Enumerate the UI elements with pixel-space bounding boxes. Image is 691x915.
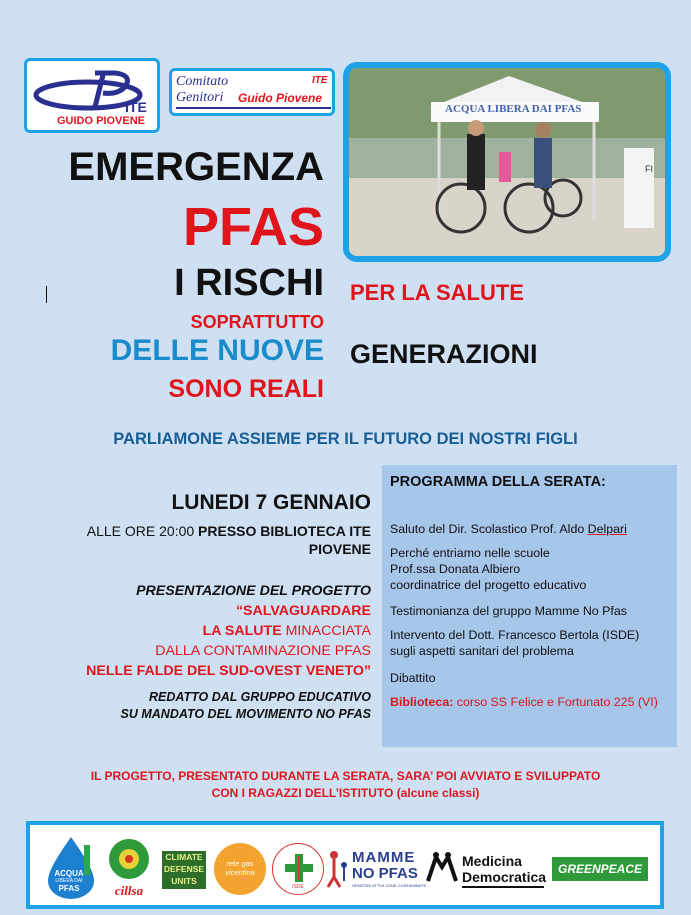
- headline-emergenza: EMERGENZA: [68, 145, 324, 189]
- isde-logo: [272, 843, 324, 895]
- family-icon: [326, 849, 350, 889]
- event-time: ALLE ORE 20:00: [86, 523, 199, 539]
- comitato-line2: Genitori: [176, 90, 224, 105]
- cillsa-text: cillsa: [114, 883, 144, 898]
- project-quote-2: [20, 621, 371, 641]
- comitato-logo: [169, 68, 335, 116]
- event-photo: [343, 62, 671, 262]
- project-quote-2b: MINACCIATA: [281, 623, 371, 639]
- program-item-6a: Biblioteca:: [390, 695, 454, 709]
- md-text-2: Democratica: [462, 869, 547, 885]
- climate-defense-logo: [162, 851, 206, 889]
- climate-text-3: UNITS: [171, 876, 197, 886]
- md-figures-icon: [424, 851, 460, 885]
- climate-text-2: DEFENSE: [163, 864, 205, 874]
- program-item-6: [390, 694, 658, 710]
- program-item-1: [390, 521, 627, 537]
- event-place-line1: PRESSO BIBLIOTECA ITE: [198, 523, 371, 539]
- footer-note-line2: CON I RAGAZZI DELL’ISTITUTO (alcune classi): [211, 786, 480, 800]
- cillsa-flower-icon: [102, 835, 156, 885]
- ite-text: ITE: [125, 99, 147, 115]
- comitato-underline: [176, 107, 331, 109]
- program-item-2b: Prof.ssa Donata Albiero: [390, 562, 521, 576]
- redatto-block: [20, 689, 371, 723]
- ite-logo: [24, 58, 160, 133]
- comitato-line3: Guido Piovene: [238, 91, 323, 105]
- isde-text: ISDE: [292, 884, 304, 890]
- cillsa-logo: [102, 835, 156, 901]
- comitato-line1: Comitato: [176, 74, 229, 89]
- mamme-text-3: GENITORI ATTIVI ZONE CONTAMINATE: [352, 883, 427, 888]
- sponsor-logos: [26, 821, 664, 909]
- photo-side-sign: FI: [645, 164, 653, 174]
- event-date: LUNEDI 7 GENNAIO: [171, 491, 371, 514]
- headline-generazioni: GENERAZIONI: [350, 339, 538, 369]
- headline-soprattutto: SOPRATTUTTO: [190, 312, 324, 332]
- program-item-4: [390, 627, 639, 659]
- greenpeace-logo: [552, 857, 648, 881]
- comitato-ite: ITE: [312, 75, 328, 86]
- medical-cross-icon: [285, 854, 313, 882]
- mamme-no-pfas-logo: [326, 849, 427, 895]
- acqua-text-1: ACQUA: [54, 869, 84, 878]
- acqua-libera-logo: [44, 835, 98, 899]
- headline-pfas: PFAS: [182, 197, 324, 257]
- event-time-place: [20, 522, 371, 558]
- headline-delle-nuove: DELLE NUOVE: [110, 334, 324, 367]
- rete-gas-logo: [214, 843, 266, 895]
- greenpeace-text: GREENPEACE: [557, 862, 643, 876]
- text-cursor: [46, 286, 47, 303]
- program-item-1b: Delpari: [587, 522, 627, 536]
- acqua-text-2: LIBERA DAI: [55, 878, 83, 884]
- program-title: PROGRAMMA DELLA SERATA:: [390, 474, 606, 490]
- project-quote-1: “SALVAGUARDARE: [235, 603, 371, 619]
- mamme-text-1: MAMME: [352, 849, 416, 866]
- project-quote-2a: LA SALUTE: [202, 623, 282, 639]
- redatto-line1: REDATTO DAL GRUPPO EDUCATIVO: [148, 690, 371, 704]
- mamme-text-2: NO PFAS: [352, 865, 418, 882]
- acqua-text-3: PFAS: [58, 884, 80, 893]
- climate-text-1: CLIMATE: [165, 852, 203, 862]
- headline-i-rischi: I RISCHI: [174, 262, 324, 304]
- program-box: [382, 465, 677, 747]
- footer-note: [0, 768, 691, 802]
- presentation-block: [20, 581, 371, 681]
- program-item-3: Testimonianza del gruppo Mamme No Pfas: [390, 604, 627, 618]
- program-item-2: [390, 545, 586, 593]
- program-item-2a: Perché entriamo nelle scuole: [390, 546, 550, 560]
- md-text-1: Medicina: [462, 853, 522, 869]
- photo-illustration: [349, 68, 665, 256]
- ite-subtext: GUIDO PIOVENE: [57, 115, 146, 127]
- rete-gas-text: rete gas vicentina: [225, 859, 255, 877]
- redatto-line2: SU MANDATO DEL MOVIMENTO NO PFAS: [120, 707, 371, 721]
- program-item-4b: sugli aspetti sanitari del problema: [390, 644, 574, 658]
- event-place-line2: PIOVENE: [308, 541, 371, 557]
- medicina-democratica-logo: [424, 851, 548, 889]
- program-item-4a: Intervento del Dott. Francesco Bertola (ISDE): [390, 628, 640, 642]
- program-item-1a: Saluto del Dir. Scolastico Prof. Aldo: [390, 522, 588, 536]
- project-quote-3: DALLA CONTAMINAZIONE PFAS: [155, 643, 371, 659]
- presentation-title: PRESENTAZIONE DEL PROGETTO: [136, 583, 371, 599]
- footer-note-line1: IL PROGETTO, PRESENTATO DURANTE LA SERATA, SARA’ POI AVVIATO E SVILUPPATO: [90, 769, 601, 783]
- program-item-6b: corso SS Felice e Fortunato 225 (VI): [453, 695, 658, 709]
- program-item-5: Dibattito: [390, 671, 436, 685]
- project-quote-4: NELLE FALDE DEL SUD-OVEST VENETO”: [86, 663, 371, 679]
- tagline: PARLIAMONE ASSIEME PER IL FUTURO DEI NOSTRI FIGLI: [113, 430, 578, 448]
- program-item-2c: coordinatrice del progetto educativo: [390, 578, 587, 592]
- md-underline: [462, 886, 544, 888]
- photo-banner-text: ACQUA LIBERA DAI PFAS: [445, 103, 582, 115]
- headline-sono-reali: SONO REALI: [168, 375, 324, 403]
- headline-per-la-salute: PER LA SALUTE: [350, 280, 524, 305]
